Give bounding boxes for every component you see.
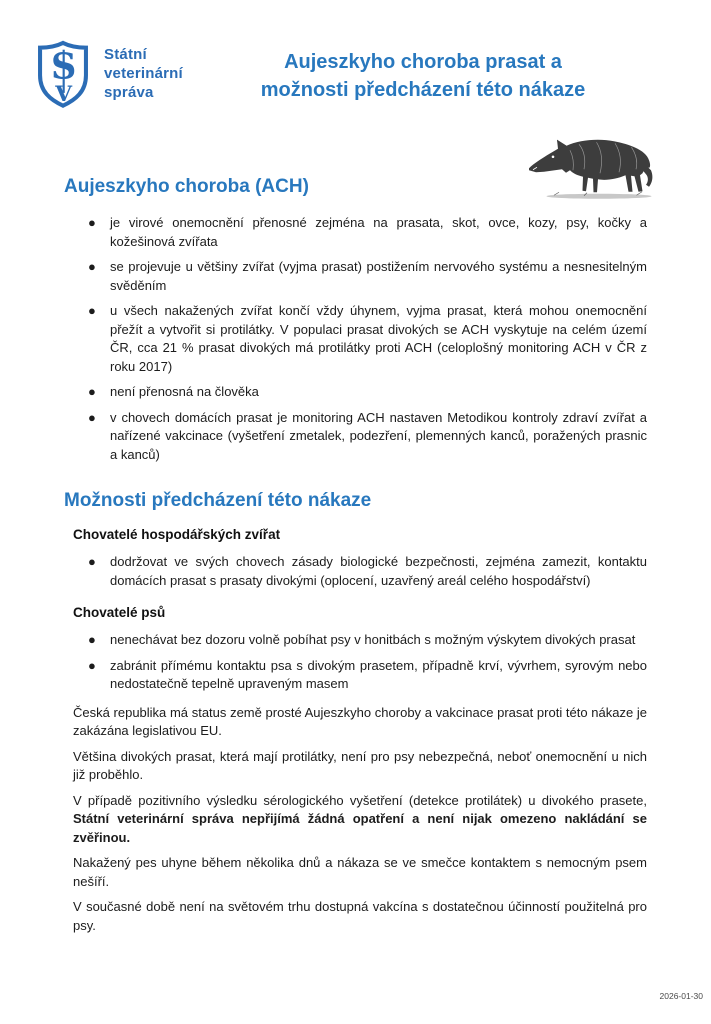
paragraph-positive-result: [73, 792, 647, 848]
bullet-text: nenechávat bez dozoru volně pobíhat psy v honitbách s možným výskytem divokých prasat: [110, 632, 636, 647]
footer-date: 2026-01-30: [659, 991, 703, 1001]
paragraph-eu-status: Česká republika má status země prosté Aujeszkyho choroby a vakcinace prasat proti této nákaze je zakázána legislativou EU.: [73, 704, 647, 738]
dogs-bullet-list: [73, 631, 647, 694]
svg-text:V: V: [55, 82, 73, 107]
org-name-line: Státní: [104, 46, 147, 63]
org-name-line: veterinární: [104, 65, 183, 82]
bullet-text: je virové onemocnění přenosné zejména na prasata, skot, ovce, kozy, psy, kočky a kožešinová zvířata: [110, 215, 647, 249]
bullet-text: dodržovat ve svých chovech zásady biologické bezpečnosti, zejména zamezit, kontaktu domácích prasat s prasaty divokými (oplocení, uzavřený areál celého hospodářství): [110, 554, 647, 588]
svs-shield-icon: [36, 39, 90, 109]
page-title-line1: Aujeszkyho choroba prasat a: [284, 51, 562, 73]
bullet-item: [73, 302, 647, 376]
svg-text:S: S: [51, 46, 77, 88]
bullet-text: u všech nakažených zvířat končí vždy úhynem, vyjma prasat, která mohou onemocnění přežít a vytvořit si protilátky. V populaci prasat divokých se ACH vyskytuje na celém území ČR, cca 21 % prasat divokých má protilátky proti ACH (celoplošný monitoring ACH v ČR z roku 2017): [110, 303, 647, 374]
bullet-item: [73, 657, 647, 694]
bullet-marker: ●: [88, 215, 96, 230]
bullet-item: [73, 409, 647, 465]
bullet-marker: ●: [88, 409, 96, 425]
paragraph-infected-dog: Nakažený pes uhyne během několika dnů a nákaza se ve smečce kontaktem s nemocným psem nešíří.: [73, 855, 647, 889]
bullet-text: v chovech domácích prasat je monitoring ACH nastaven Metodikou kontroly zdraví zvířat a nařízené vakcinace (vyšetření zmetalek, podezření, plemenných kanců, poražených prasnic a kanců): [110, 409, 647, 462]
livestock-bullet-list: [73, 553, 647, 590]
bullet-item: [73, 631, 647, 650]
bullet-text: není přenosná na člověka: [110, 384, 259, 399]
page-title: [199, 49, 647, 104]
svs-logo: [36, 39, 183, 109]
document-header: [51, 39, 647, 109]
bullet-marker: ●: [88, 554, 96, 569]
paragraph-antibodies: Většina divokých prasat, která mají protilátky, není pro psy nebezpečná, neboť onemocnění u nich již proběhlo.: [73, 748, 647, 782]
bullet-item: [73, 214, 647, 251]
bullet-marker: ●: [88, 657, 96, 673]
subsection-title-dogs: Chovatelé psů: [73, 605, 166, 620]
bullet-item: [73, 553, 647, 590]
org-name: [104, 45, 183, 102]
bullet-marker: ●: [88, 632, 96, 647]
bullet-text: zabránit přímému kontaktu psa s divokým prasetem, případně krví, vývrhem, syrovým nebo nedostatečně tepelně upraveným masem: [110, 657, 647, 691]
paragraph-no-vaccine: V současné době není na světovém trhu dostupná vakcína s dostatečnou účinností použitelná pro psy.: [73, 899, 647, 933]
page-title-line2: možnosti předcházení této nákaze: [260, 78, 586, 101]
bullet-item: [73, 258, 647, 295]
paragraph-positive-result-bold: Státní veterinární správa nepřijímá žádná opatření a není nijak omezeno nakládání se zvěřinou.: [73, 811, 647, 845]
bullet-marker: ●: [88, 384, 96, 399]
ach-bullet-list: [73, 214, 647, 464]
bullet-item: [73, 383, 647, 402]
paragraph-positive-result-text: V případě pozitivního výsledku sérologického vyšetření (detekce protilátek) u divokého prasete,: [73, 792, 647, 808]
bullet-marker: ●: [88, 259, 96, 274]
wild-boar-image: [524, 133, 674, 201]
section-heading-prevention: Možnosti předcházení této nákaze: [64, 490, 372, 511]
bullet-text: se projevuje u většiny zvířat (vyjma prasat) postižením nervového systému a nesnesitelným svěděním: [110, 259, 647, 293]
subsection-title-livestock: Chovatelé hospodářských zvířat: [73, 527, 281, 542]
bullet-marker: ●: [88, 303, 96, 318]
section-heading-ach: Aujeszkyho choroba (ACH): [64, 176, 309, 197]
org-name-line: správa: [104, 84, 154, 101]
